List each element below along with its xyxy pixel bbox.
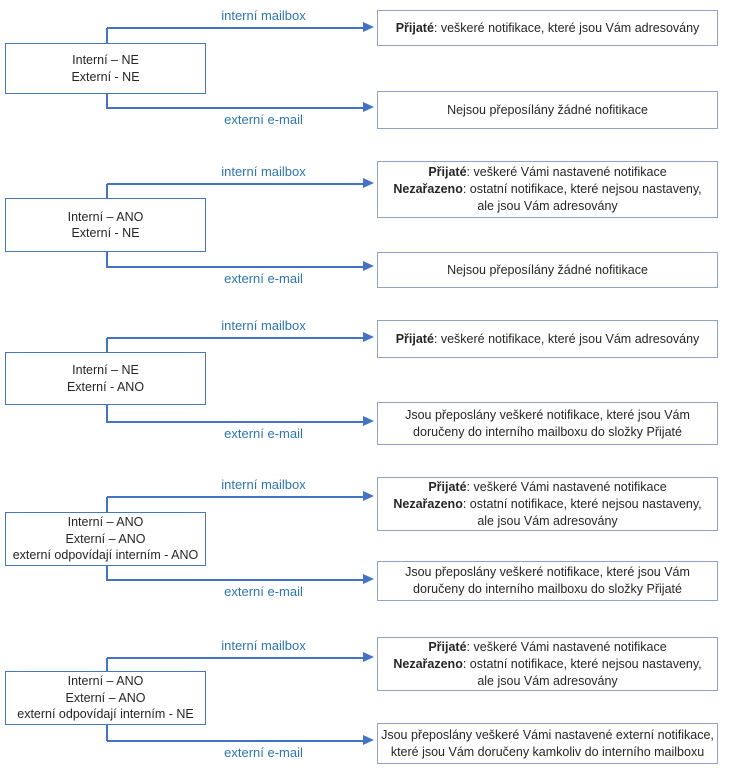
arrow-label-internal-mailbox: interní mailbox <box>221 477 306 492</box>
arrow-line-external <box>107 421 364 423</box>
arrow-label-internal-mailbox: interní mailbox <box>221 8 306 23</box>
result-box-external-3 <box>377 402 718 445</box>
result-box-internal-5 <box>377 637 718 691</box>
result-line <box>447 102 648 119</box>
result-line <box>428 639 666 656</box>
result-box-external-5 <box>377 723 718 764</box>
result-term: Přijaté <box>428 479 467 494</box>
result-box-internal-2 <box>377 161 718 218</box>
result-line <box>428 479 666 496</box>
result-line <box>396 20 700 37</box>
arrow-label-external-email: externí e-mail <box>224 426 303 441</box>
result-text: ale jsou Vám adresovány <box>477 673 618 688</box>
result-text: : veškeré notifikace, které jsou Vám adresovány <box>433 20 700 35</box>
result-line <box>393 656 701 673</box>
arrow-line-external <box>107 579 364 581</box>
result-line <box>405 564 690 581</box>
result-line <box>413 581 682 598</box>
result-term: Přijaté <box>395 20 434 35</box>
result-line <box>413 424 682 441</box>
result-text: : veškeré notifikace, které jsou Vám adresovány <box>433 331 700 346</box>
arrow-label-internal-mailbox: interní mailbox <box>221 318 306 333</box>
arrow-line-external <box>107 740 364 742</box>
right-arrowhead-icon <box>363 22 374 32</box>
connector-vertical-top <box>106 28 108 44</box>
result-text: doručeny do interního mailboxu do složky Přijaté <box>413 582 682 596</box>
condition-line: Externí – ANO <box>65 690 146 705</box>
result-line <box>396 331 700 348</box>
arrow-line-internal <box>107 27 364 29</box>
condition-box-5 <box>5 671 206 725</box>
result-line <box>393 496 701 513</box>
condition-box-2 <box>5 198 206 252</box>
result-line <box>428 164 666 181</box>
right-arrowhead-icon <box>363 735 374 745</box>
right-arrowhead-icon <box>363 261 374 271</box>
result-text: Jsou přeposlány veškeré notifikace, které jsou Vám <box>405 565 690 579</box>
result-text: Nejsou přeposílány žádné nofitikace <box>447 102 648 117</box>
right-arrowhead-icon <box>363 416 374 426</box>
condition-line: externí odpovídají interním - ANO <box>12 548 199 563</box>
result-text: doručeny do interního mailboxu do složky Přijaté <box>413 424 682 439</box>
result-line <box>391 744 704 761</box>
result-text: Jsou přeposlány veškeré notifikace, které jsou Vám <box>405 407 690 422</box>
connector-vertical-top <box>106 658 108 672</box>
result-box-external-4 <box>377 561 718 601</box>
connector-vertical-top <box>106 184 108 199</box>
condition-line: Interní – NE <box>72 363 139 377</box>
arrow-line-internal <box>107 183 364 185</box>
connector-vertical-bottom <box>106 725 108 741</box>
result-text: : ostatní notifikace, které nejsou nastaveny, <box>462 656 702 671</box>
result-line <box>393 181 701 198</box>
right-arrowhead-icon <box>363 178 374 188</box>
condition-box-3 <box>5 352 206 405</box>
result-line <box>477 198 617 215</box>
connector-vertical-top <box>106 497 108 513</box>
result-box-internal-3 <box>377 320 718 358</box>
result-text: ale jsou Vám adresovány <box>477 513 618 528</box>
result-text: Nejsou přeposílány žádné nofitikace <box>447 262 648 277</box>
arrow-line-internal <box>107 657 364 659</box>
condition-line: Externí - NE <box>71 69 140 84</box>
result-line <box>477 513 617 530</box>
result-box-internal-1 <box>377 10 718 46</box>
arrow-label-external-email: externí e-mail <box>224 745 303 760</box>
result-box-external-2 <box>377 252 718 288</box>
result-text: ale jsou Vám adresovány <box>477 199 618 213</box>
result-text: : ostatní notifikace, které nejsou nastaveny, <box>462 182 702 196</box>
arrow-label-internal-mailbox: interní mailbox <box>221 164 306 179</box>
condition-box-1 <box>5 43 206 94</box>
result-line <box>405 407 690 424</box>
result-text: : veškeré Vámi nastavené notifikace <box>466 639 667 654</box>
result-term: Přijaté <box>395 331 434 346</box>
condition-line: Interní – NE <box>72 53 139 67</box>
arrow-line-external <box>107 266 364 268</box>
condition-line: Externí - ANO <box>66 379 145 394</box>
result-box-external-1 <box>377 91 718 129</box>
condition-line: Externí - NE <box>71 226 140 240</box>
arrow-line-internal <box>107 496 364 498</box>
result-line <box>447 262 648 279</box>
result-term: Nezařazeno <box>393 656 463 671</box>
result-text: : ostatní notifikace, které nejsou nastaveny, <box>462 496 702 511</box>
result-text: : veškeré Vámi nastavené notifikace <box>466 479 667 494</box>
result-text: které jsou Vám doručeny kamkoliv do interního mailboxu <box>390 744 705 759</box>
result-box-internal-4 <box>377 477 718 531</box>
right-arrowhead-icon <box>363 491 374 501</box>
condition-line: Interní – ANO <box>67 209 144 224</box>
result-text: : veškeré Vámi nastavené notifikace <box>466 165 667 179</box>
condition-line: Interní – ANO <box>67 674 144 689</box>
condition-line: Interní – ANO <box>67 515 144 530</box>
right-arrowhead-icon <box>363 332 374 342</box>
arrow-line-external <box>107 107 364 109</box>
right-arrowhead-icon <box>363 652 374 662</box>
arrow-label-external-email: externí e-mail <box>224 112 303 127</box>
result-term: Přijaté <box>428 165 467 179</box>
result-term: Nezařazeno <box>393 182 463 196</box>
result-text: Jsou přeposlány veškeré Vámi nastavené externí notifikace, <box>381 727 714 742</box>
arrow-line-internal <box>107 337 364 339</box>
condition-line: externí odpovídají interním - NE <box>17 707 194 722</box>
connector-vertical-top <box>106 338 108 353</box>
right-arrowhead-icon <box>363 574 374 584</box>
arrow-label-external-email: externí e-mail <box>224 271 303 286</box>
right-arrowhead-icon <box>363 102 374 112</box>
condition-box-4 <box>5 512 206 566</box>
result-line <box>477 673 617 690</box>
arrow-label-external-email: externí e-mail <box>224 584 303 599</box>
result-line <box>381 727 714 744</box>
result-term: Nezařazeno <box>393 496 463 511</box>
condition-line: Externí – ANO <box>65 531 146 546</box>
result-term: Přijaté <box>428 639 467 654</box>
arrow-label-internal-mailbox: interní mailbox <box>221 638 306 653</box>
